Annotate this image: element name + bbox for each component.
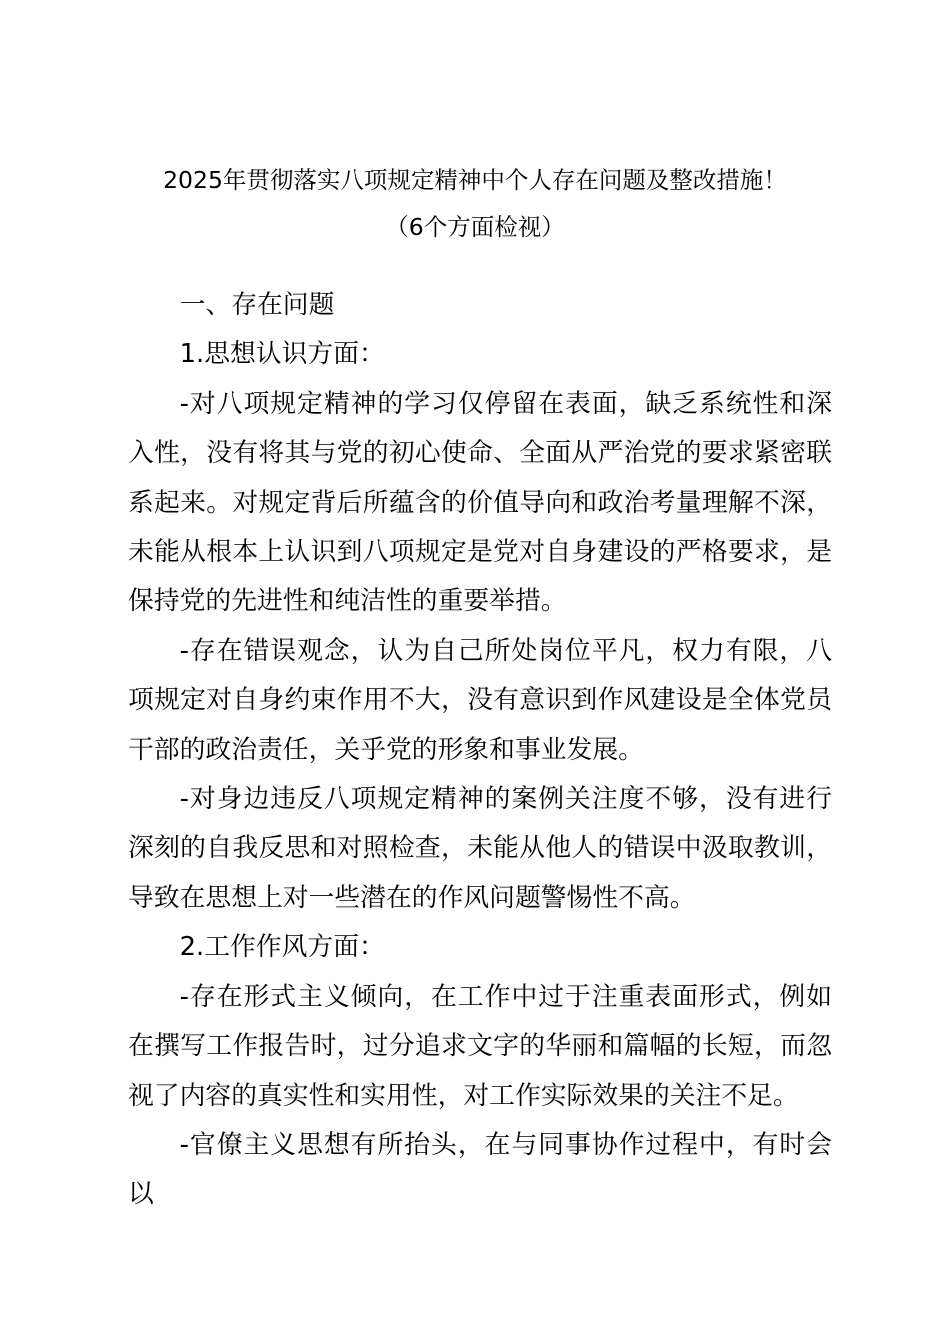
body-paragraph: -对身边违反八项规定精神的案例关注度不够，没有进行深刻的自我反思和对照检查，未能从他人的错误中汲取教训，导致在思想上对一些潜在的作风问题警惕性不高。 xyxy=(128,784,832,913)
document-title: 2025年贯彻落实八项规定精神中个人存在问题及整改措施！ xyxy=(163,166,787,194)
document-subtitle: （6个方面检视） xyxy=(385,213,565,241)
body-paragraph: -存在错误观念，认为自己所处岗位平凡，权力有限，八项规定对自身约束作用不大，没有意识到作风建设是全体党员干部的政治责任，关乎党的形象和事业发展。 xyxy=(128,635,832,765)
document-body xyxy=(128,281,832,1220)
body-paragraph: -官僚主义思想有所抬头，在与同事协作过程中，有时会以 xyxy=(128,1129,832,1210)
section-heading-problems: 一、存在问题 xyxy=(179,290,335,320)
body-paragraph: -存在形式主义倾向，在工作中过于注重表面形式，例如在撰写工作报告时，过分追求文字的华丽和篇幅的长短，而忽视了内容的真实性和实用性，对工作实际效果的关注不足。 xyxy=(128,981,832,1111)
body-paragraph: -对八项规定精神的学习仅停留在表面，缺乏系统性和深入性，没有将其与党的初心使命、全面从严治党的要求紧密联系起来。对规定背后所蕴含的价值导向和政治考量理解不深，未能从根本上认识到八项规定是党对自身建设的严格要求，是保持党的先进性和纯洁性的重要举措。 xyxy=(128,388,832,617)
subsection-heading-work-style: 2.工作作风方面： xyxy=(179,932,385,963)
subsection-heading-thinking: 1.思想认识方面： xyxy=(179,339,385,370)
